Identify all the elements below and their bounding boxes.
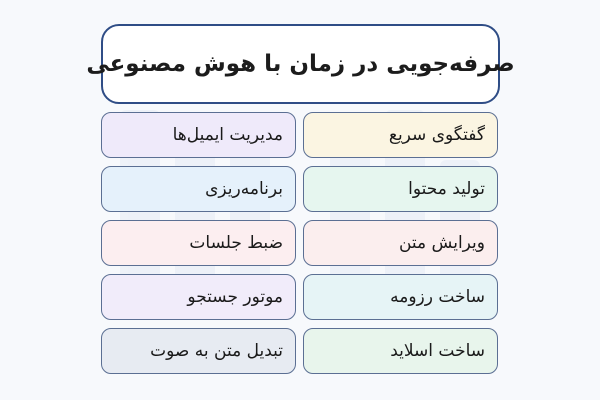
tile-email-management — [101, 112, 296, 158]
title-box — [86, 24, 515, 104]
page-title: صرفه‌جویی در زمان با هوش مصنوعی — [86, 51, 515, 77]
tile-label: برنامه‌ریزی — [205, 179, 283, 199]
tile-resume-builder — [303, 274, 498, 320]
tile-label: موتور جستجو — [187, 287, 283, 307]
tile-label: ویرایش متن — [398, 233, 485, 253]
tile-label: ضبط جلسات — [189, 233, 283, 253]
tile-label: مدیریت ایمیل‌ها — [172, 125, 283, 145]
tile-text-to-speech — [101, 328, 296, 374]
tile-meeting-recording — [101, 220, 296, 266]
tile-label: گفتگوی سریع — [388, 125, 485, 145]
tile-slide-creation — [303, 328, 498, 374]
tile-label: ساخت اسلاید — [390, 341, 485, 361]
tile-label: تبدیل متن به صوت — [150, 341, 283, 361]
tile-label: تولید محتوا — [408, 179, 485, 199]
tile-label: ساخت رزومه — [390, 287, 485, 307]
tile-planning — [101, 166, 296, 212]
tile-text-editing — [303, 220, 498, 266]
tile-search-engine — [101, 274, 296, 320]
tile-quick-chat — [303, 112, 498, 158]
tile-content-generation — [303, 166, 498, 212]
